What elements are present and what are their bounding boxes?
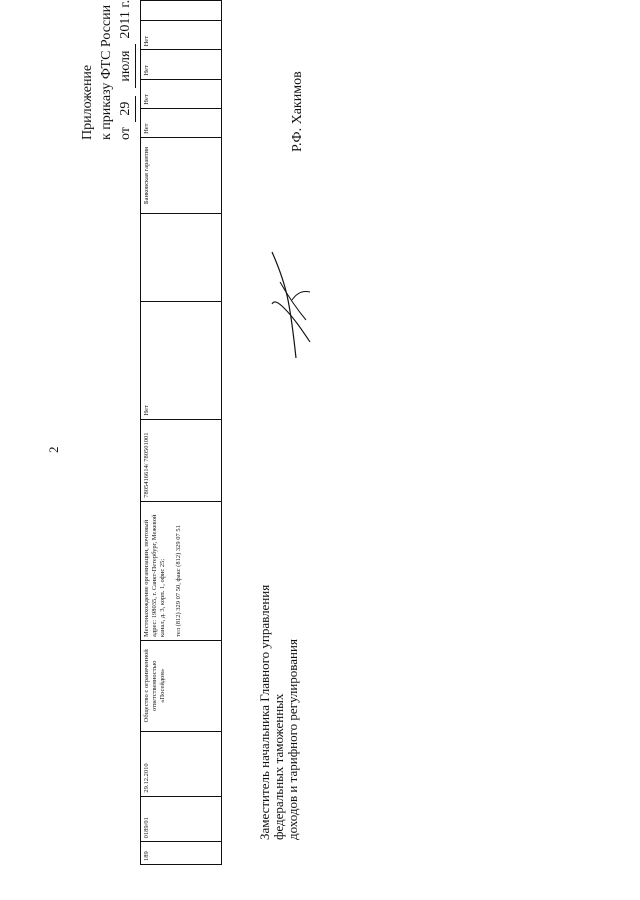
cell-col-a: Нет <box>141 301 222 419</box>
cell-row-number: 189 <box>141 842 222 865</box>
deputy-title <box>258 585 300 840</box>
cell-n1: Нет <box>141 108 222 137</box>
cell-guarantee: Банковская гарантия <box>141 137 222 213</box>
cell-tail <box>141 1 222 21</box>
cell-n4: Нет <box>141 21 222 50</box>
appendix-month: июля <box>116 44 136 88</box>
appendix-year: 2011 <box>118 11 133 39</box>
appendix-date-line <box>116 0 136 140</box>
page-number: 2 <box>46 446 61 453</box>
register-table <box>140 0 222 865</box>
appendix-header <box>78 0 136 140</box>
cell-inn-kpp: 7805416614/ 780501001 <box>141 419 222 501</box>
cell-address: Местонахождение организации, почтовый адрес: 198035, г. Санкт-Петербург, Межевой канал, д. 3, корп. 1, офис 25; тел (812) 329 07 50, факс (812) 329 07 51 <box>141 501 222 640</box>
table-row <box>141 1 222 865</box>
appendix-year-suffix: г. <box>118 0 133 8</box>
deputy-line-2: федеральных таможенных <box>271 693 286 840</box>
deputy-line-1: Заместитель начальника Главного управления <box>257 584 272 840</box>
cell-col-b <box>141 214 222 301</box>
cell-registration-number: 0189/01 <box>141 796 222 842</box>
signer-name: Р.Ф. Хакимов <box>290 71 305 152</box>
handwritten-signature <box>266 250 312 360</box>
cell-date: 29.12.2010 <box>141 731 222 796</box>
cell-n3: Нет <box>141 50 222 79</box>
appendix-date-prefix: от <box>118 127 133 140</box>
deputy-line-3: доходов и тарифного регулирования <box>285 639 300 840</box>
appendix-order-ref: к приказу ФТС России <box>99 4 114 140</box>
appendix-day: 29 <box>116 96 136 122</box>
cell-organization: Общество с ограниченной ответственностью «Посейдон» <box>141 641 222 732</box>
cell-n2: Нет <box>141 79 222 108</box>
appendix-title: Приложение <box>80 64 95 140</box>
